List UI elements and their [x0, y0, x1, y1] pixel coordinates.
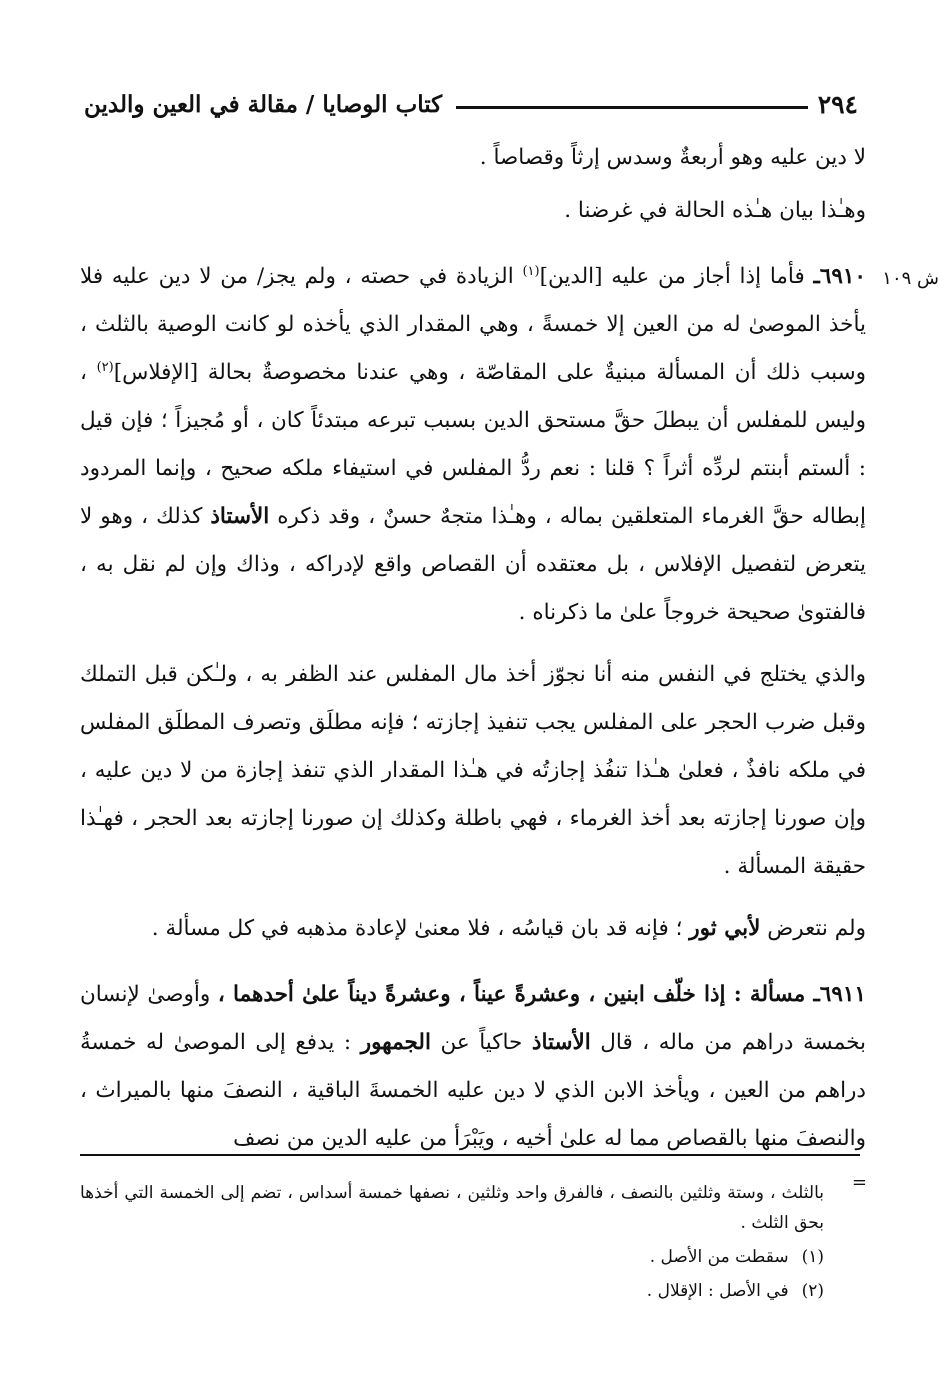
paragraph-1: لا دين عليه وهو أربعةٌ وسدس إرثاً وقصاصاً .: [479, 145, 866, 170]
paragraph-text: ولم نتعرض: [760, 916, 866, 941]
paragraph-text: ، وليس للمفلس أن يبطلَ حقَّ مستحق الدين بسبب تبرعه مبتدئاً كان ، أو مُجيزاً ؛ فإن قيل : ألستم أبنتم لردِّه أثراً ؟ قلنا : نعم ردُّ المفلس في استيفاء ملكه صحيح ، وإنما المردود إبطاله حقَّ الغرماء المتعلقين بماله ، وهـٰذا متجهٌ حسنٌ ، وقد ذكره: [80, 360, 866, 529]
header-rule: [456, 106, 808, 109]
section-heading: ٦٩١١ـ مسألة : إذا خلّف ابنين ، وعشرةً عيناً ، وعشرةً ديناً علىٰ أحدهما ،: [217, 982, 866, 1007]
footnote-item: [80, 1242, 834, 1272]
page-number: ٢٩٤: [817, 89, 858, 119]
footnote-ref[interactable]: (١): [522, 263, 540, 279]
footnote-ref[interactable]: (٢): [96, 359, 114, 375]
footnote-text: سقطت من الأصل .: [649, 1247, 789, 1267]
footnote-number: (١): [801, 1247, 824, 1267]
footnote-number: (٢): [801, 1281, 824, 1301]
footnote-continuation: بالثلث ، وستة وثلثين بالنصف ، فالفرق واحد وثلثين ، نصفها خمسة أسداس ، تضم إلى الخمسة التي أخذها بحق الثلث .: [80, 1183, 824, 1233]
footnote-item: [80, 1276, 834, 1306]
bold-name: الجمهور: [360, 1030, 431, 1055]
paragraph-text: ؛ فإنه قد بان قياسُه ، فلا معنىٰ لإعادة مذهبه في كل مسألة .: [151, 916, 690, 941]
main-text: [80, 134, 866, 1163]
margin-folio-note: ش ١٠٩: [882, 268, 939, 289]
paragraph-4: والذي يختلج في النفس منه أنا نجوّز أخذ مال المفلس عند الظفر به ، ولـٰكن قبل التملك وقبل ضرب الحجر على المفلس يجب تنفيذ إجازته ؛ فإنه مطلَق وتصرف المطلَق المفلس في ملكه نافذٌ ، فعلىٰ هـٰذا تنفُذ إجازتُه في هـٰذا المقدار الذي تنفذ إجازة من لا دين عليه ، وإن صورنا إجازته بعد أخذ الغرماء ، فهي باطلة وكذلك إن صورنا إجازته بعد الحجر ، فهـٰذا حقيقة المسألة .: [80, 662, 866, 879]
paragraph-text: فأما إذا أجاز من عليه [الدين]: [539, 264, 805, 289]
paragraph-text: كذلك ، وهو لا يتعرض لتفصيل الإفلاس ، بل معتقده أن القصاص واقع لإدراكه ، وذاك وإن لم نقل به ، فالفتوىٰ صحيحة خروجاً علىٰ ما ذكرناه .: [80, 504, 866, 625]
continuation-mark: =: [851, 1172, 867, 1193]
running-head: [84, 84, 858, 124]
paragraph-6910: [80, 253, 866, 637]
section-number: ٦٩١٠ـ: [813, 264, 866, 289]
bold-name: الأستاذ: [531, 1030, 591, 1055]
paragraph-text: : يدفع إلى الموصىٰ له خمسةُ دراهم من العين ، ويأخذ الابن الذي لا دين عليه الخمسةَ الباقية ، النصفَ منها بالميراث ، والنصفَ منها بالقصاص مما له علىٰ أخيه ، ويَبْرَأ من عليه الدين من نصف: [80, 1030, 866, 1151]
bold-name: الأستاذ: [210, 504, 270, 529]
bold-name: لأبي ثور: [689, 916, 761, 941]
footnote-divider: [80, 1154, 860, 1156]
footnote-text: في الأصل : الإقلال .: [646, 1281, 789, 1301]
footnotes: [80, 1178, 834, 1306]
paragraph-text: وأوصىٰ لإنسان بخمسة دراهم من ماله ، قال: [80, 982, 866, 1055]
paragraph-6911: [80, 971, 866, 1163]
page-title: كتاب الوصايا / مقالة في العين والدين: [84, 90, 443, 118]
paragraph-text: الزيادة في حصته ، ولم يجز/ من لا دين عليه فلا يأخذ الموصىٰ له من العين إلا خمسةً ، وهي المقدار الذي يأخذه لو كانت الوصية بالثلث ، وسبب ذلك أن المسألة مبنيةٌ على المقاصّة ، وهي عندنا مخصوصةٌ بحالة [الإفلاس]: [80, 264, 867, 385]
paragraph-text: حاكياً عن: [430, 1030, 532, 1055]
paragraph-5: [80, 905, 866, 953]
paragraph-2: وهـٰذا بيان هـٰذه الحالة في غرضنا .: [564, 198, 866, 223]
